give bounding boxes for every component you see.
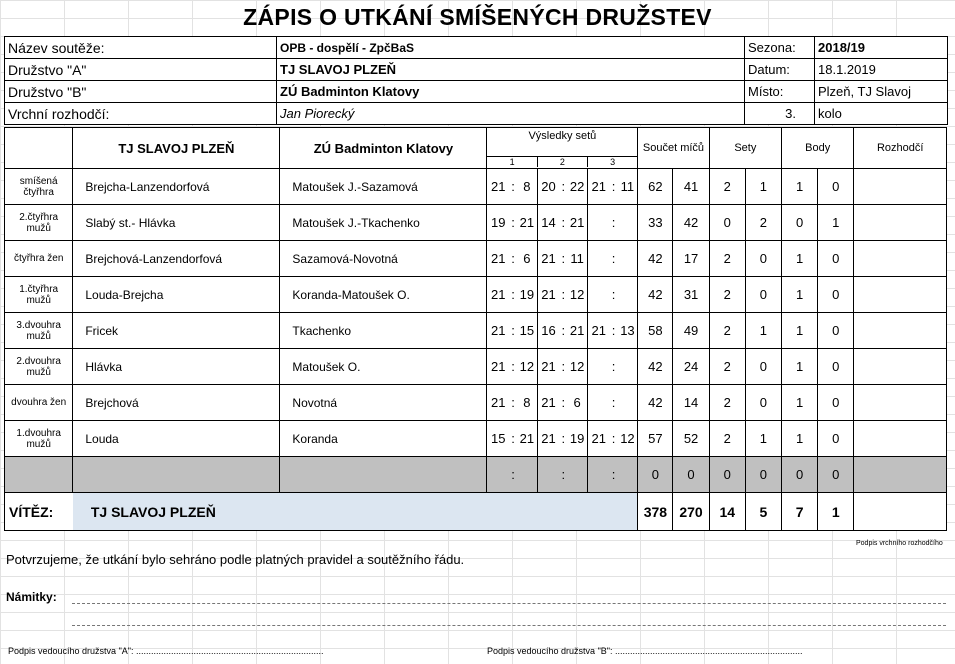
points-sum-a: 58 — [638, 313, 673, 349]
set1-score-a[interactable]: 21 — [487, 385, 509, 421]
team-b-label: Družstvo "B" — [5, 81, 277, 103]
player-b[interactable]: Novotná — [280, 385, 487, 421]
set1-score-a[interactable]: 15 — [487, 421, 509, 457]
document-title: ZÁPIS O UTKÁNÍ SMÍŠENÝCH DRUŽSTEV — [243, 4, 712, 30]
points-sum-b: 31 — [673, 277, 709, 313]
sets-won-b: 1 — [745, 169, 781, 205]
extra-set1-colon: : — [509, 457, 517, 493]
winner-points-a: 378 — [638, 493, 673, 531]
extra-set3-b[interactable] — [618, 457, 638, 493]
set1-score-b[interactable]: 15 — [517, 313, 537, 349]
points-sum-a: 57 — [638, 421, 673, 457]
player-b[interactable]: Koranda — [280, 421, 487, 457]
extra-category-cell[interactable] — [5, 457, 73, 493]
body-a: 1 — [782, 385, 818, 421]
set-3-header: 3 — [610, 156, 616, 167]
set1-score-a[interactable]: 21 — [487, 349, 509, 385]
match-category: čtyřhra žen — [5, 241, 73, 277]
set3-score-a[interactable] — [587, 385, 609, 421]
competition-label: Název soutěže: — [5, 37, 277, 59]
referee-cell[interactable] — [854, 277, 947, 313]
points-sum-a: 33 — [638, 205, 673, 241]
sets-won-b: 1 — [745, 421, 781, 457]
set3-colon: : — [610, 205, 618, 241]
set2-score-b[interactable]: 21 — [567, 313, 587, 349]
referee-cell[interactable] — [854, 205, 947, 241]
set1-score-a[interactable]: 21 — [487, 277, 509, 313]
table-row — [5, 169, 947, 205]
extra-set1-a[interactable] — [487, 457, 509, 493]
points-header: Body — [782, 128, 854, 169]
set3-score-b[interactable] — [618, 277, 638, 313]
notes-line-2[interactable] — [72, 625, 946, 626]
table-row — [5, 349, 947, 385]
notes-line-1[interactable] — [72, 603, 946, 604]
points-sum-a: 42 — [638, 277, 673, 313]
set1-score-b[interactable]: 8 — [517, 169, 537, 205]
notes-label: Námitky: — [6, 590, 57, 604]
body-b: 0 — [818, 349, 854, 385]
sets-results-label: Výsledky setů — [528, 129, 597, 142]
set1-colon: : — [509, 313, 517, 349]
referee-signature-cell[interactable] — [854, 493, 947, 531]
results-header-row — [5, 128, 947, 169]
set2-colon: : — [559, 385, 567, 421]
set2-score-a[interactable]: 14 — [537, 205, 559, 241]
player-b[interactable]: Matoušek J.-Tkachenko — [280, 205, 487, 241]
set1-score-b[interactable]: 21 — [517, 205, 537, 241]
set3-score-a[interactable]: 21 — [587, 313, 609, 349]
points-sum-a: 62 — [638, 169, 673, 205]
team-a-label: Družstvo "A" — [5, 59, 277, 81]
extra-set2-b[interactable] — [567, 457, 587, 493]
player-b[interactable]: Sazamová-Novotná — [280, 241, 487, 277]
set3-score-b[interactable] — [618, 349, 638, 385]
set3-score-a[interactable] — [587, 241, 609, 277]
date-label: Datum: — [745, 59, 815, 81]
player-b[interactable]: Matoušek O. — [280, 349, 487, 385]
set-1-header: 1 — [487, 157, 537, 167]
set2-score-a[interactable]: 21 — [537, 277, 559, 313]
referee-cell[interactable] — [854, 385, 947, 421]
confirmation-text: Potvrzujeme, že utkání bylo sehráno podle platných pravidel a soutěžního řádu. — [6, 552, 465, 567]
set1-score-b[interactable]: 8 — [517, 385, 537, 421]
body-b: 0 — [818, 241, 854, 277]
points-sum-b: 42 — [673, 205, 709, 241]
set1-colon: : — [509, 241, 517, 277]
player-b[interactable]: Tkachenko — [280, 313, 487, 349]
match-category: 2.dvouhra mužů — [5, 349, 73, 385]
winner-body-a: 7 — [782, 493, 818, 531]
match-category: smíšená čtyřhra — [5, 169, 73, 205]
set3-score-b[interactable]: 12 — [618, 421, 638, 457]
set2-score-a[interactable]: 16 — [537, 313, 559, 349]
sets-won-b: 2 — [745, 205, 781, 241]
referee-label: Vrchní rozhodčí: — [5, 103, 277, 125]
place-label: Místo: — [745, 81, 815, 103]
body-a: 0 — [782, 205, 818, 241]
extra-set1-b[interactable] — [517, 457, 537, 493]
table-row — [5, 241, 947, 277]
set3-colon: : — [610, 241, 618, 277]
sets-won-a: 2 — [709, 169, 745, 205]
referee-signature-caption: Podpis vrchního rozhodčího — [856, 540, 943, 547]
referee-cell[interactable] — [854, 241, 947, 277]
body-b: 0 — [818, 421, 854, 457]
set2-score-b[interactable]: 12 — [567, 349, 587, 385]
player-b[interactable]: Matoušek J.-Sazamová — [280, 169, 487, 205]
sets-won-a: 2 — [709, 421, 745, 457]
sets-won-b: 0 — [745, 277, 781, 313]
season-label: Sezona: — [745, 37, 815, 59]
team-b-header: ZÚ Badminton Klatovy — [280, 128, 487, 169]
set2-colon: : — [559, 277, 567, 313]
set-number-row — [487, 156, 637, 167]
body-a: 1 — [782, 421, 818, 457]
set3-colon: : — [610, 385, 618, 421]
set2-score-a[interactable]: 20 — [537, 169, 559, 205]
points-sum-b: 52 — [673, 421, 709, 457]
body-a: 1 — [782, 313, 818, 349]
set1-score-a[interactable]: 21 — [487, 313, 509, 349]
date-value[interactable]: 18.1.2019 — [815, 59, 948, 81]
extra-body-a: 0 — [782, 457, 818, 493]
winner-team: TJ SLAVOJ PLZEŇ — [73, 493, 638, 531]
set3-score-b[interactable] — [618, 241, 638, 277]
set2-colon: : — [559, 313, 567, 349]
referee-value[interactable]: Jan Piorecký — [277, 103, 745, 125]
set3-score-b[interactable]: 13 — [618, 313, 638, 349]
body-b: 0 — [818, 169, 854, 205]
points-sum-b: 17 — [673, 241, 709, 277]
sets-won-a: 0 — [709, 205, 745, 241]
sets-won-a: 2 — [709, 385, 745, 421]
competition-value[interactable]: OPB - dospělí - ZpčBaS — [277, 37, 745, 59]
set2-colon: : — [559, 421, 567, 457]
extra-sets-b: 0 — [745, 457, 781, 493]
table-row — [5, 205, 947, 241]
extra-set2-a[interactable] — [537, 457, 559, 493]
set3-score-a[interactable] — [587, 349, 609, 385]
match-category: 1.dvouhra mužů — [5, 421, 73, 457]
set1-score-b[interactable]: 21 — [517, 421, 537, 457]
set2-score-b[interactable]: 11 — [567, 241, 587, 277]
points-sum-b: 24 — [673, 349, 709, 385]
set1-colon: : — [509, 421, 517, 457]
set2-score-b[interactable]: 21 — [567, 205, 587, 241]
referee-header: Rozhodčí — [854, 128, 947, 169]
extra-set3-a[interactable] — [587, 457, 609, 493]
set1-score-b[interactable]: 12 — [517, 349, 537, 385]
set1-colon: : — [509, 277, 517, 313]
points-sum-a: 42 — [638, 349, 673, 385]
set2-score-a[interactable]: 21 — [537, 385, 559, 421]
set3-score-b[interactable] — [618, 205, 638, 241]
player-a[interactable]: Hlávka — [73, 349, 280, 385]
extra-points-a: 0 — [638, 457, 673, 493]
set3-score-a[interactable] — [587, 277, 609, 313]
player-a[interactable]: Louda-Brejcha — [73, 277, 280, 313]
signature-team-a: Podpis vedoucího družstva "A": ........................................................................... — [8, 646, 324, 656]
player-a[interactable]: Slabý st.- Hlávka — [73, 205, 280, 241]
points-sum-b: 41 — [673, 169, 709, 205]
set2-colon: : — [559, 205, 567, 241]
winner-sets-a: 14 — [709, 493, 745, 531]
place-value[interactable]: Plzeň, TJ Slavoj — [815, 81, 948, 103]
set2-score-a[interactable]: 21 — [537, 421, 559, 457]
set3-score-a[interactable] — [587, 205, 609, 241]
match-category: dvouhra žen — [5, 385, 73, 421]
extra-body-b: 0 — [818, 457, 854, 493]
match-category: 2.čtyřhra mužů — [5, 205, 73, 241]
sets-won-a: 2 — [709, 241, 745, 277]
signature-team-b: Podpis vedoucího družstva "B": ........................................................................... — [487, 646, 803, 656]
referee-cell[interactable] — [854, 313, 947, 349]
referee-cell[interactable] — [854, 421, 947, 457]
set3-colon: : — [610, 277, 618, 313]
set3-colon: : — [610, 421, 618, 457]
set2-score-a[interactable]: 21 — [537, 241, 559, 277]
set2-colon: : — [559, 241, 567, 277]
season-value[interactable]: 2018/19 — [815, 37, 948, 59]
extra-referee-cell[interactable] — [854, 457, 947, 493]
set2-colon: : — [559, 349, 567, 385]
set1-colon: : — [509, 205, 517, 241]
extra-points-b: 0 — [673, 457, 709, 493]
sets-header: Sety — [709, 128, 781, 169]
body-b: 0 — [818, 277, 854, 313]
body-a: 1 — [782, 277, 818, 313]
winner-sets-b: 5 — [745, 493, 781, 531]
winner-body-b: 1 — [818, 493, 854, 531]
results-table — [4, 127, 947, 531]
points-sum-header: Součet míčů — [638, 128, 709, 169]
body-a: 1 — [782, 349, 818, 385]
player-a[interactable]: Louda — [73, 421, 280, 457]
set2-score-b[interactable]: 12 — [567, 277, 587, 313]
set-2-header: 2 — [538, 157, 588, 167]
extra-set3-colon: : — [610, 457, 618, 493]
match-info-table — [4, 36, 948, 125]
points-sum-a: 42 — [638, 385, 673, 421]
sets-won-b: 0 — [745, 349, 781, 385]
table-row — [5, 277, 947, 313]
set3-score-b[interactable]: 11 — [618, 169, 638, 205]
set2-score-b[interactable]: 22 — [567, 169, 587, 205]
set3-colon: : — [610, 313, 618, 349]
team-b-value[interactable]: ZÚ Badminton Klatovy — [277, 81, 745, 103]
winner-row — [5, 493, 947, 531]
body-b: 0 — [818, 313, 854, 349]
body-b: 0 — [818, 385, 854, 421]
player-b[interactable]: Koranda-Matoušek O. — [280, 277, 487, 313]
set3-score-a[interactable]: 21 — [587, 169, 609, 205]
winner-label: VÍTĚZ: — [5, 493, 73, 531]
sets-won-b: 0 — [745, 385, 781, 421]
set1-colon: : — [509, 169, 517, 205]
sets-won-a: 2 — [709, 313, 745, 349]
set2-score-b[interactable]: 6 — [567, 385, 587, 421]
round-label: kolo — [815, 103, 948, 125]
table-row — [5, 385, 947, 421]
sets-won-b: 0 — [745, 241, 781, 277]
extra-row — [5, 457, 947, 493]
set1-score-a[interactable]: 21 — [487, 241, 509, 277]
body-a: 1 — [782, 169, 818, 205]
sets-won-a: 2 — [709, 349, 745, 385]
category-header — [5, 128, 73, 169]
round-number[interactable]: 3. — [745, 103, 815, 125]
referee-cell[interactable] — [854, 169, 947, 205]
table-row — [5, 421, 947, 457]
match-category: 3.dvouhra mužů — [5, 313, 73, 349]
sets-won-a: 2 — [709, 277, 745, 313]
set3-score-a[interactable]: 21 — [587, 421, 609, 457]
table-row — [5, 313, 947, 349]
set1-colon: : — [509, 385, 517, 421]
extra-player-a-cell[interactable] — [73, 457, 280, 493]
set3-score-b[interactable] — [618, 385, 638, 421]
points-sum-b: 49 — [673, 313, 709, 349]
player-a[interactable]: Brejchová — [73, 385, 280, 421]
extra-sets-a: 0 — [709, 457, 745, 493]
sets-won-b: 1 — [745, 313, 781, 349]
set2-score-b[interactable]: 19 — [567, 421, 587, 457]
points-sum-b: 14 — [673, 385, 709, 421]
match-category: 1.čtyřhra mužů — [5, 277, 73, 313]
body-b: 1 — [818, 205, 854, 241]
set1-score-a[interactable]: 19 — [487, 205, 509, 241]
set1-score-b[interactable]: 6 — [517, 241, 537, 277]
referee-cell[interactable] — [854, 349, 947, 385]
extra-set2-colon: : — [559, 457, 567, 493]
winner-points-b: 270 — [673, 493, 709, 531]
player-a[interactable]: Fricek — [73, 313, 280, 349]
set2-score-a[interactable]: 21 — [537, 349, 559, 385]
sets-results-header — [487, 128, 638, 169]
set1-score-b[interactable]: 19 — [517, 277, 537, 313]
set3-colon: : — [610, 349, 618, 385]
extra-player-b-cell[interactable] — [280, 457, 487, 493]
set2-colon: : — [559, 169, 567, 205]
set3-colon: : — [610, 169, 618, 205]
points-sum-a: 42 — [638, 241, 673, 277]
team-a-header: TJ SLAVOJ PLZEŇ — [73, 128, 280, 169]
set1-colon: : — [509, 349, 517, 385]
player-a[interactable]: Brejchová-Lanzendorfová — [73, 241, 280, 277]
player-a[interactable]: Brejcha-Lanzendorfová — [73, 169, 280, 205]
body-a: 1 — [782, 241, 818, 277]
team-a-value[interactable]: TJ SLAVOJ PLZEŇ — [277, 59, 745, 81]
set1-score-a[interactable]: 21 — [487, 169, 509, 205]
